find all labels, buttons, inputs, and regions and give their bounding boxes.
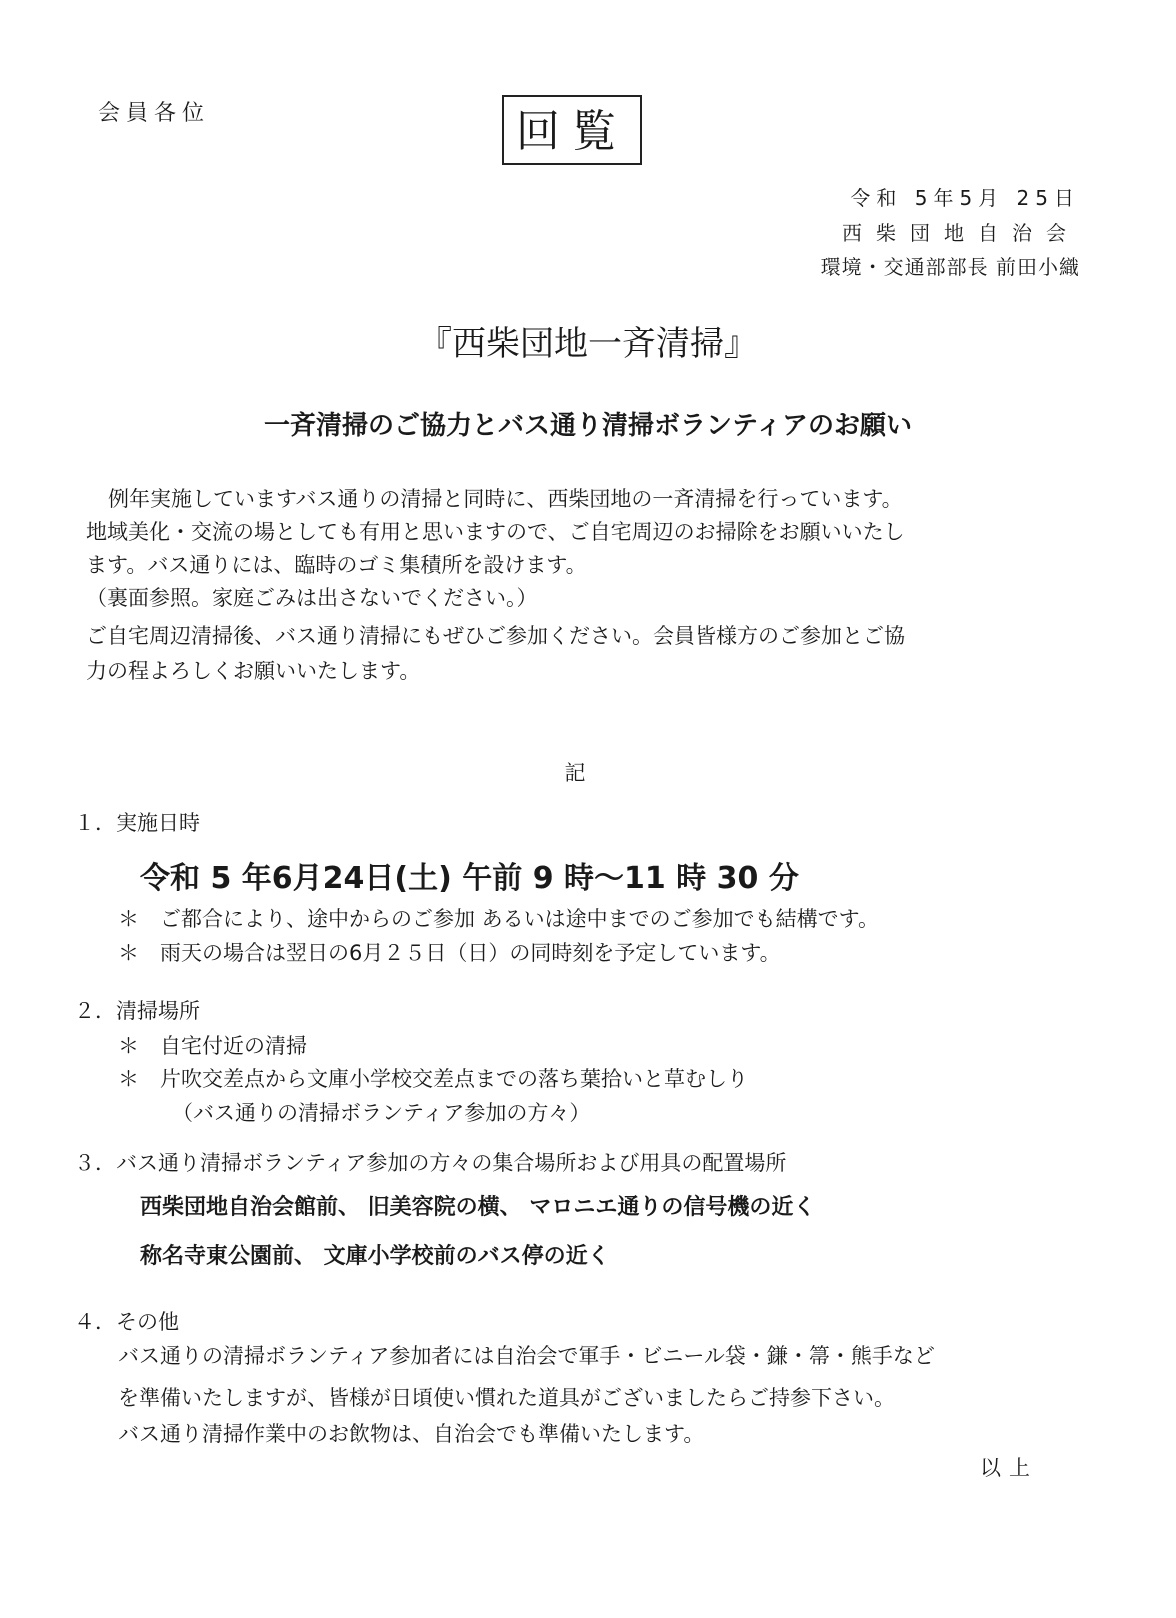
- section-2-heading: ２．清掃場所: [74, 999, 200, 1023]
- issue-date: 令和 5年5月 25日: [850, 186, 1080, 210]
- closing-mark: 以上: [980, 1456, 1038, 1480]
- intro-line: 例年実施していますバス通りの清掃と同時に、西柴団地の一斉清掃を行っています。: [108, 487, 903, 511]
- assembly-location: 西柴団地自治会館前、 旧美容院の横、 マロニエ通りの信号機の近く: [140, 1195, 816, 1220]
- intro-line: ます。バス通りには、臨時のゴミ集積所を設けます。: [86, 553, 587, 577]
- section-2-item: ＊ 片吹交差点から文庫小学校交差点までの落ち葉拾いと草むしり: [118, 1067, 748, 1091]
- ki-marker: 記: [564, 761, 586, 785]
- document-title: 『西柴団地一斉清掃』: [418, 324, 758, 364]
- section-1-note: ＊ ご都合により、途中からのご参加 あるいは途中までのご参加でも結構です。: [118, 907, 879, 931]
- section-1-note: ＊ 雨天の場合は翌日の6月２５日（日）の同時刻を予定しています。: [118, 941, 781, 965]
- document-subtitle: 一斉清掃のご協力とバス通り清掃ボランティアのお願い: [264, 411, 912, 441]
- addressee: 会員各位: [98, 101, 211, 126]
- section-2-item: ＊ 自宅付近の清掃: [118, 1034, 307, 1058]
- intro-line: ご自宅周辺清掃後、バス通り清掃にもぜひご参加ください。会員皆様方のご参加とご協: [86, 624, 905, 648]
- section-4-heading: ４．その他: [74, 1310, 179, 1334]
- section-1-heading: １．実施日時: [74, 811, 200, 835]
- section-4-line: バス通り清掃作業中のお飲物は、自治会でも準備いたします。: [118, 1422, 705, 1446]
- section-4-line: バス通りの清掃ボランティア参加者には自治会で軍手・ビニール袋・鎌・箒・熊手など: [118, 1344, 935, 1368]
- author-name: 環境・交通部部長 前田小織: [820, 255, 1080, 279]
- organization-name: 西柴団地自治会: [842, 221, 1080, 245]
- section-3-heading: ３．バス通り清掃ボランティア参加の方々の集合場所および用具の配置場所: [74, 1151, 787, 1175]
- intro-line: 地域美化・交流の場としても有用と思いますので、ご自宅周辺のお掃除をお願いいたし: [86, 520, 905, 544]
- section-4-line: を準備いたしますが、皆様が日頃使い慣れた道具がございましたらご持参下さい。: [118, 1386, 895, 1410]
- assembly-location: 称名寺東公園前、 文庫小学校前のバス停の近く: [140, 1244, 610, 1269]
- intro-line: 力の程よろしくお願いいたします。: [86, 659, 421, 683]
- circulation-stamp: 回覧: [502, 95, 642, 165]
- event-datetime: 令和 5 年6月24日(土) 午前 9 時〜11 時 30 分: [140, 861, 799, 896]
- intro-line: （裏面参照。家庭ごみは出さないでください。）: [86, 586, 538, 610]
- section-2-item: （バス通りの清掃ボランティア参加の方々）: [172, 1101, 591, 1125]
